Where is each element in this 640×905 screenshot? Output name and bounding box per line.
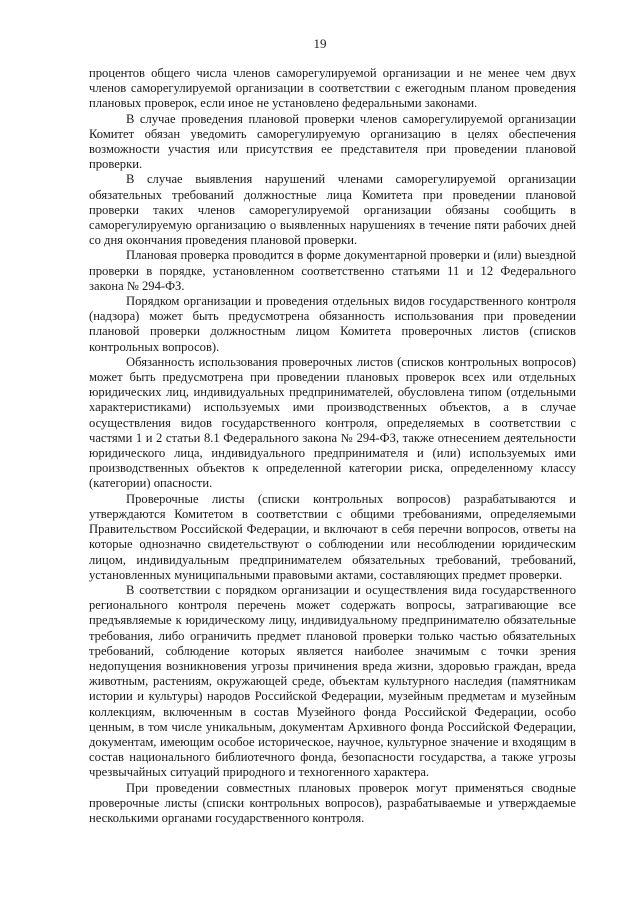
paragraph-continuation: процентов общего числа членов саморегулируемой организации и не менее чем двух членов саморегулируемой организации в соответствии с ежегодным планом проведения плановых проверок, если иное не установлено федеральными законами. [89,66,576,111]
paragraph-joint-inspections: При проведении совместных плановых проверок могут применяться сводные проверочные листы (списки контрольных вопросов), разрабатываемые и утверждаемые несколькими органами государственного контроля. [89,780,576,825]
paragraph-self-regulatory-notice: В случае проведения плановой проверки членов саморегулируемой организации Комитет обязан уведомить саморегулируемую организацию в целях обеспечения возможности участия или присутствия ее представителя при проведении плановой проверки. [89,111,576,172]
paragraph-checklist-obligation: Обязанность использования проверочных листов (списков контрольных вопросов) может быть предусмотрена при проведении плановых проверок всех или отдельных юридических лиц, индивидуальных предпринимателей, обусловлена типом (отдельными характеристиками) используемых ими производственных объектов, а в случае осуществления видов государственного контроля, определяемых в соответствии с частями 1 и 2 статьи 8.1 Федерального закона № 294-ФЗ, также отнесением деятельности юридического лица, индивидуального предпринимателя и (или) используемых ими производственных объектов к определенной категории риска, определенному классу (категории) опасности. [89,354,576,491]
paragraph-checklist-scope: В соответствии с порядком организации и осуществления вида государственного регионального контроля перечень может содержать вопросы, затрагивающие все предъявляемые к юридическому лицу, индивидуальному предпринимателю обязательные требования, либо ограничить предмет плановой проверки только частью обязательных требований, соблюдение которых является наиболее значимым с точки зрения недопущения возникновения угрозы причинения вреда жизни, здоровью граждан, вреда животным, растениям, окружающей среде, объектам культурного наследия (памятникам истории и культуры) народов Российской Федерации, музейным предметам и музейным коллекциям, включенным в состав Музейного фонда Российской Федерации, особо ценным, в том числе уникальным, документам Архивного фонда Российской Федерации, документам, имеющим особое историческое, научное, культурное значение и входящим в состав национального библиотечного фонда, безопасности государства, а также угрозы чрезвычайных ситуаций природного и техногенного характера. [89,582,576,780]
page-number: 19 [313,36,327,51]
paragraph-violations-report: В случае выявления нарушений членами саморегулируемой организации обязательных требований должностные лица Комитета при проведении плановой проверки таких членов саморегулируемой организации обязаны сообщить в саморегулируемую организацию о выявленных нарушениях в течение пяти рабочих дней со дня окончания проведения плановой проверки. [89,172,576,248]
paragraph-inspection-form: Плановая проверка проводится в форме документарной проверки и (или) выездной проверки в порядке, установленном соответственно статьями 11 и 12 Федерального закона № 294-ФЗ. [89,248,576,293]
paragraph-checklist-development: Проверочные листы (списки контрольных вопросов) разрабатываются и утверждаются Комитетом в соответствии с общими требованиями, определяемыми Правительством Российской Федерации, и включают в себя перечни вопросов, ответы на которые однозначно свидетельствуют о соблюдении или несоблюдении юридическим лицом, индивидуальным предпринимателем обязательных требований, требований, установленных муниципальными правовыми актами, составляющих предмет проверки. [89,491,576,582]
document-body [89,66,576,826]
paragraph-checklist-procedure: Порядком организации и проведения отдельных видов государственного контроля (надзора) может быть предусмотрена обязанность использования при проведении плановой проверки должностным лицом Комитета проверочных листов (списков контрольных вопросов). [89,294,576,354]
